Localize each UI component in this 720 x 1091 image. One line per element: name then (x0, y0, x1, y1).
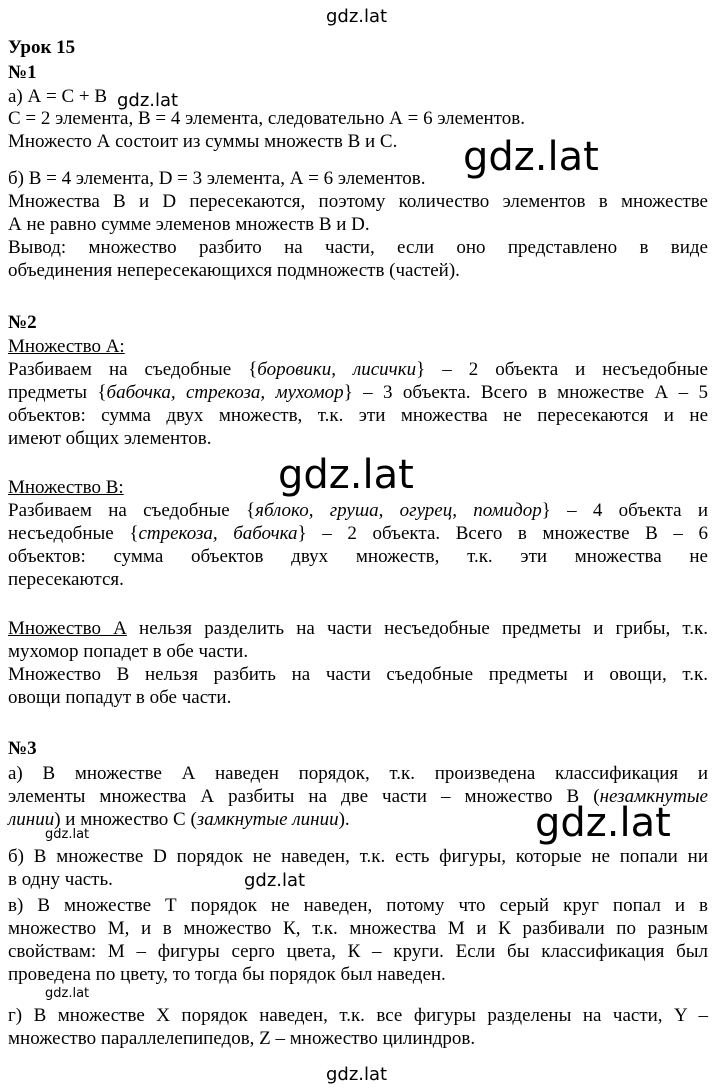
task3-d-line2: множество параллелепипедов, Z – множество цилиндров. (8, 1028, 476, 1049)
task2-setA-label: Множество А: (8, 336, 125, 357)
task2-conclusion-line4: овощи попадут в обе части. (8, 687, 232, 708)
task3-a-line2: элементы множества А разбиты на две части – множество В (незамкнутые (8, 786, 708, 807)
task1-b-line2: Множества В и D пересекаются, поэтому количество элементов в множестве (8, 191, 708, 212)
watermark-small-1: gdz.lat (45, 827, 90, 842)
task3-c-line4: проведена по цвету, то тогда бы порядок был наведен. (8, 964, 446, 985)
task3-a-line3: линии) и множество С (замкнутые линии). (8, 809, 350, 830)
task2-setA-line4: имеют общих элементов. (8, 428, 212, 449)
task3-heading: №3 (8, 738, 37, 759)
task3-b-line1: б) В множестве D порядок не наведен, т.к. есть фигуры, которые не попали ни (8, 846, 708, 867)
task2-setB-line3: объектов: сумма объектов двух множеств, т.к. эти множества не (8, 546, 708, 567)
task1-conclusion-line2: объединения непересекающихся подмножеств (частей). (8, 260, 460, 281)
task3-d-line1: г) В множестве Х порядок наведен, т.к. все фигуры разделены на части, Y – (8, 1005, 708, 1026)
watermark-large-1: gdz.lat (463, 134, 599, 180)
task3-a-line1: а) В множестве А наведен порядок, т.к. произведена классификация и (8, 763, 708, 784)
lesson-title: Урок 15 (8, 37, 76, 58)
task2-setA-line2: предметы {бабочка, стрекоза, мухомор} – 3 объекта. Всего в множестве А – 5 (8, 382, 708, 403)
task3-c-line3: свойствам: М – фигуры серго цвета, К – круги. Если бы классификация был (8, 941, 708, 962)
watermark-large-2: gdz.lat (278, 452, 414, 498)
task2-setA-line3: объектов: сумма двух множеств, т.к. эти множества не пересекаются и не (8, 405, 708, 426)
watermark-inline: gdz.lat (117, 90, 179, 111)
task2-setB-line2: несъедобные {стрекоза, бабочка} – 2 объекта. Всего в множестве В – 6 (8, 523, 708, 544)
task2-heading: №2 (8, 312, 37, 333)
watermark-large-3: gdz.lat (535, 800, 671, 846)
task2-setB-line4: пересекаются. (8, 569, 124, 590)
task1-a-line1: а) А = С + В (8, 86, 108, 107)
task1-b-line3: А не равно сумме элеменов множеств В и D. (8, 214, 370, 235)
task2-conclusion-line1: Множество А нельзя разделить на части несъедобные предметы и грибы, т.к. (8, 618, 708, 639)
task3-c-line2: множество М, и в множество К, т.к. множества М и К разбивали по разным (8, 918, 708, 939)
watermark-bottom: gdz.lat (326, 1064, 388, 1085)
watermark-small-2: gdz.lat (45, 986, 90, 1001)
task2-setA-line1: Разбиваем на съедобные {боровики, лисички} – 2 объекта и несъедобные (8, 359, 708, 380)
task2-conclusion-line2: мухомор попадет в обе части. (8, 641, 249, 662)
watermark-mid: gdz.lat (244, 870, 306, 891)
task2-setB-line1: Разбиваем на съедобные {яблоко, груша, огурец, помидор} – 4 объекта и (8, 500, 708, 521)
task1-a-line3: Множесто А состоит из суммы множеств В и С. (8, 131, 398, 152)
task3-c-line1: в) В множестве Т порядок не наведен, потому что серый круг попал и в (8, 895, 708, 916)
task1-a-line2: С = 2 элемента, В = 4 элемента, следовательно А = 6 элементов. (8, 108, 525, 129)
task2-conclusion-line3: Множество В нельзя разбить на части съедобные предметы и овощи, т.к. (8, 664, 708, 685)
task1-b-line1: б) В = 4 элемента, D = 3 элемента, А = 6 элементов. (8, 168, 426, 189)
task3-b-line2: в одну часть. (8, 869, 113, 890)
task2-setB-label: Множество В: (8, 477, 124, 498)
task1-heading: №1 (8, 62, 37, 83)
watermark-top: gdz.lat (326, 6, 388, 27)
task1-conclusion-line1: Вывод: множество разбито на части, если оно представлено в виде (8, 237, 708, 258)
